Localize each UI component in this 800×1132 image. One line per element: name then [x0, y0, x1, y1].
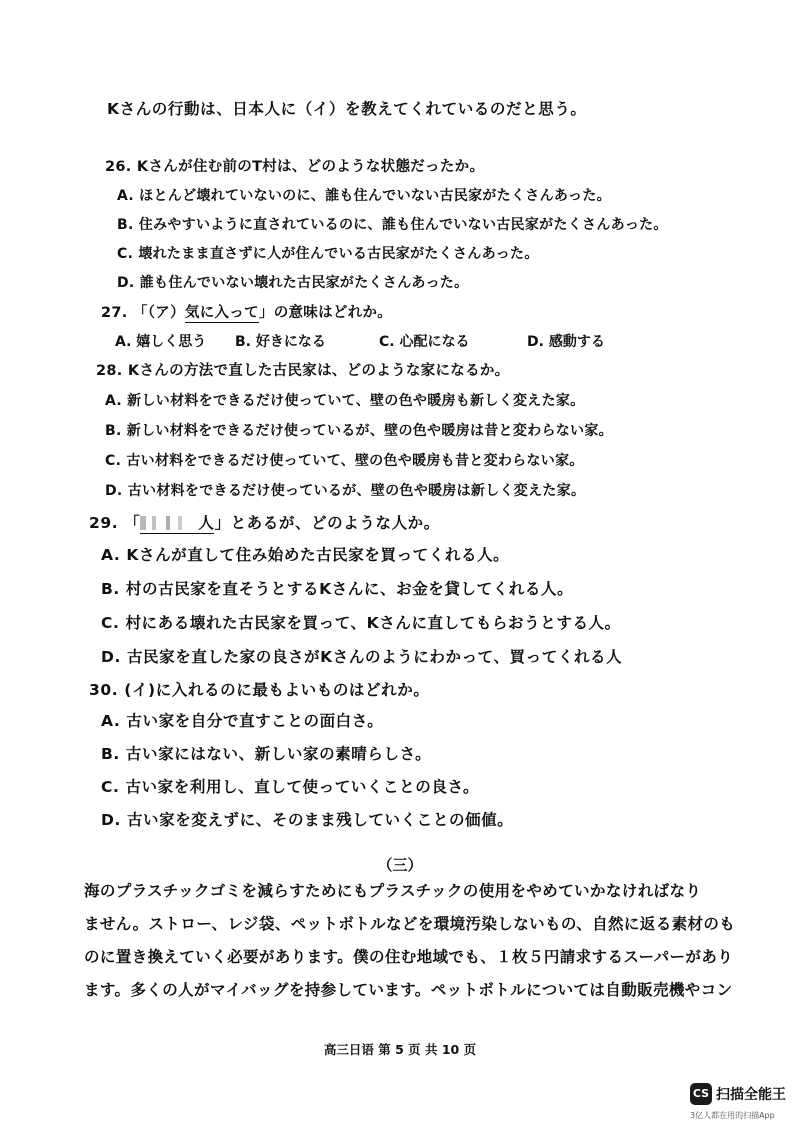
- q29-prefix: 29. 「: [89, 514, 141, 532]
- q29-option-b: B. 村の古民家を直そうとするKさんに、お金を貸してくれる人。: [101, 580, 574, 598]
- section-title: （三）: [377, 856, 423, 874]
- q28-option-a: A. 新しい材料をできるだけ使っていて、壁の色や暖房も新しく変えた家。: [105, 393, 585, 409]
- q27-options: [115, 331, 605, 351]
- smudged-text: [140, 516, 198, 530]
- question-26: 26. Kさんが住む前のT村は、どのような状態だったか。: [105, 159, 485, 175]
- passage-line-2: ません。ストロー、レジ袋、ペットボトルなどを環境汚染しないもの、自然に返る素材のも: [84, 915, 736, 933]
- q30-option-d: D. 古い家を変えずに、そのまま残していくことの価値。: [101, 811, 514, 829]
- q29-option-c: C. 村にある壊れた古民家を買って、Kさんに直してもらおうとする人。: [101, 614, 621, 632]
- q27-prefix: 27. 「（ア）: [101, 305, 185, 321]
- q26-option-d: D. 誰も住んでいない壊れた古民家がたくさんあった。: [117, 275, 469, 291]
- scanner-tagline: 3亿人都在用的扫描App: [690, 1111, 775, 1120]
- q29-underlined-phrase: 人: [140, 514, 214, 534]
- q28-option-c: C. 古い材料をできるだけ使っていて、壁の色や暖房も昔と変わらない家。: [105, 453, 584, 469]
- q28-option-d: D. 古い材料をできるだけ使っているが、壁の色や暖房は新しく変えた家。: [105, 483, 586, 499]
- question-28: 28. Kさんの方法で直した古民家は、どのような家になるか。: [96, 363, 510, 379]
- q26-option-c: C. 壊れたまま直さずに人が住んでいる古民家がたくさんあった。: [117, 246, 539, 262]
- q27-underlined-phrase: 気に入って: [184, 305, 259, 321]
- q27-option-d: D. 感動する: [527, 334, 605, 350]
- camscanner-icon: CS: [690, 1083, 712, 1105]
- question-30: 30. (イ)に入れるのに最もよいものはどれか。: [89, 681, 430, 699]
- passage-line-4: ます。多くの人がマイバッグを持参しています。ペットボトルについては自動販売機やコン: [84, 981, 733, 999]
- q27-suffix: 」の意味はどれか。: [258, 305, 393, 321]
- q27-option-a: A. 嬉しく思う: [115, 334, 207, 350]
- q26-option-b: B. 住みやすいように直されているのに、誰も住んでいない古民家がたくさんあった。: [117, 217, 668, 233]
- q29-option-a: A. Kさんが直して住み始めた古民家を買ってくれる人。: [101, 546, 510, 564]
- passage-line-3: のに置き換えていく必要があります。僕の住む地域でも、１枚５円請求するスーパーがあり: [84, 948, 734, 966]
- scanner-watermark: [690, 1083, 796, 1123]
- question-29: [89, 513, 440, 533]
- q29-option-d: D. 古民家を直した家の良さがKさんのようにわかって、買ってくれる人: [101, 648, 623, 666]
- passage-line-1: 海のプラスチックゴミを減らすためにもプラスチックの使用をやめていかなければなり: [84, 882, 702, 900]
- q27-option-b: B. 好きになる: [235, 334, 326, 350]
- q30-option-b: B. 古い家にはない、新しい家の素晴らしさ。: [101, 745, 432, 763]
- q30-option-a: A. 古い家を自分で直すことの面白さ。: [101, 712, 384, 730]
- scanner-name: 扫描全能王: [716, 1087, 786, 1103]
- question-27: [101, 303, 392, 323]
- q26-option-a: A. ほとんど壊れていないのに、誰も住んでいない古民家がたくさんあった。: [117, 188, 611, 204]
- intro-line: Kさんの行動は、日本人に（イ）を教えてくれているのだと思う。: [107, 100, 587, 118]
- q30-option-c: C. 古い家を利用し、直して使っていくことの良さ。: [101, 778, 480, 796]
- q28-option-b: B. 新しい材料をできるだけ使っているが、壁の色や暖房は昔と変わらない家。: [105, 423, 613, 439]
- q29-suffix: 」とあるが、どのような人か。: [214, 514, 440, 532]
- page-footer: 高三日语 第 5 页 共 10 页: [323, 1042, 477, 1057]
- q27-option-c: C. 心配になる: [379, 334, 470, 350]
